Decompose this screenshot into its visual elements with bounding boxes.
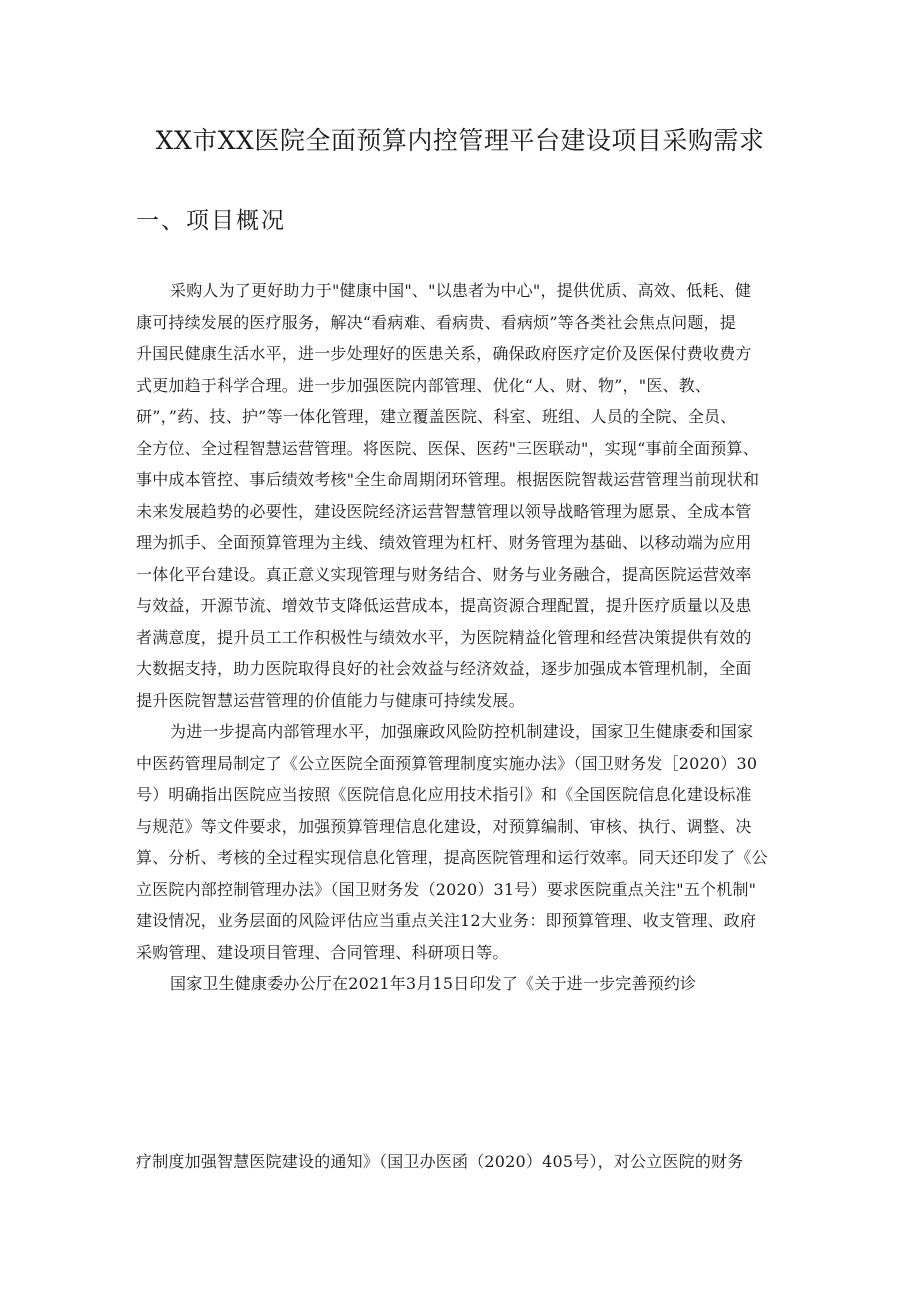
text-line: 升国民健康生活水平，进一步处理好的医患关系，确保政府医疗定价及医保付费收费方 <box>136 344 752 363</box>
text-line: 康可持续发展的医疗服务，解决“看病难、看病贵、看病烦”等各类社会焦点问题，提 <box>136 312 736 332</box>
section-heading: 一、项目概况 <box>136 208 286 234</box>
text-line: 与效益，开源节流、增效节支降低运营成本，提高资源合理配置，提升医疗质量以及患 <box>136 596 752 615</box>
text-line: 式更加趋于科学合理。进一步加强医院内部管理、优化“人、财、物”，"医、教、 <box>136 375 712 395</box>
text-line: 未来发展趋势的必要性，建设医院经济运营智慧管理以领导战略管理为愿景、全成本管 <box>136 501 752 521</box>
text-line: 与规范》等文件要求，加强预算管理信息化建设，对预算编制、审核、执行、调整、决 <box>136 816 752 836</box>
document-title: XX市XX医院全面预算内控管理平台建设项目采购需求 <box>155 126 765 155</box>
paragraph-3 <box>136 968 796 1000</box>
paragraph-1 <box>136 275 796 716</box>
document-body <box>136 275 796 1000</box>
text-line: 为进一步提高内部管理水平，加强廉政风险防控机制建设，国家卫生健康委和国家 <box>170 722 754 741</box>
document-body-continued <box>136 1146 796 1178</box>
text-line: 大数据支持，助力医院取得良好的社会效益与经济效益，逐步加强成本管理机制，全面 <box>136 659 752 678</box>
text-line: 全方位、全过程智慧运营管理。将医院、医保、医药"三医联动"，实现“事前全面预算、 <box>136 438 759 458</box>
text-line: 国家卫生健康委办公厅在2021年3月15日印发了《关于进一步完善预约诊 <box>170 974 697 993</box>
text-line: 建设情况，业务层面的风险评估应当重点关注12大业务：即预算管理、收支管理、政府 <box>136 911 757 930</box>
text-line: 理为抓手、全面预算管理为主线、绩效管理为杠杆、财务管理为基础、以移动端为应用 <box>136 533 752 552</box>
text-line: 一体化平台建设。真正意义实现管理与财务结合、财务与业务融合，提高医院运营效率 <box>136 564 752 584</box>
text-line: 中医药管理局制定了《公立医院全面预算管理制度实施办法》（国卫财务发［2020）30 <box>136 753 758 773</box>
text-line: 算、分析、考核的全过程实现信息化管理，提高医院管理和运行效率。同天还印发了《公 <box>136 848 768 867</box>
text-line: 研”，”药、技、护”等一体化管理，建立覆盖医院、科室、班组、人员的全院、全员、 <box>136 407 737 426</box>
text-line: 采购人为了更好助力于"健康中国"、"以患者为中心"，提供优质、高效、低耗、健 <box>170 281 752 300</box>
paragraph-2 <box>136 716 796 968</box>
text-line: 立医院内部控制管理办法》（国卫财务发（2020）31号）要求医院重点关注"五个机制" <box>136 879 757 899</box>
text-line: 采购管理、建设项目管理、合同管理、科研项日等。 <box>136 942 509 962</box>
text-line: 事中成本管控、事后绩效考核"全生命周期闭环管理。根据医院智裁运营管理当前现状和 <box>136 470 760 489</box>
text-line: 疗制度加强智慧医院建设的通知》（国卫办医函（2020）405号），对公立医院的财务 <box>136 1152 744 1171</box>
text-line: 者满意度，提升员工工作积极性与绩效水平，为医院精益化管理和经营决策提供有效的 <box>136 627 752 647</box>
text-line: 号）明确指出医院应当按照《医院信息化应用技术指引》和《全国医院信息化建设标准 <box>136 785 752 804</box>
text-line: 提升医院智慧运营管理的价值能力与健康可持续发展。 <box>136 690 525 710</box>
paragraph-4 <box>136 1146 796 1178</box>
